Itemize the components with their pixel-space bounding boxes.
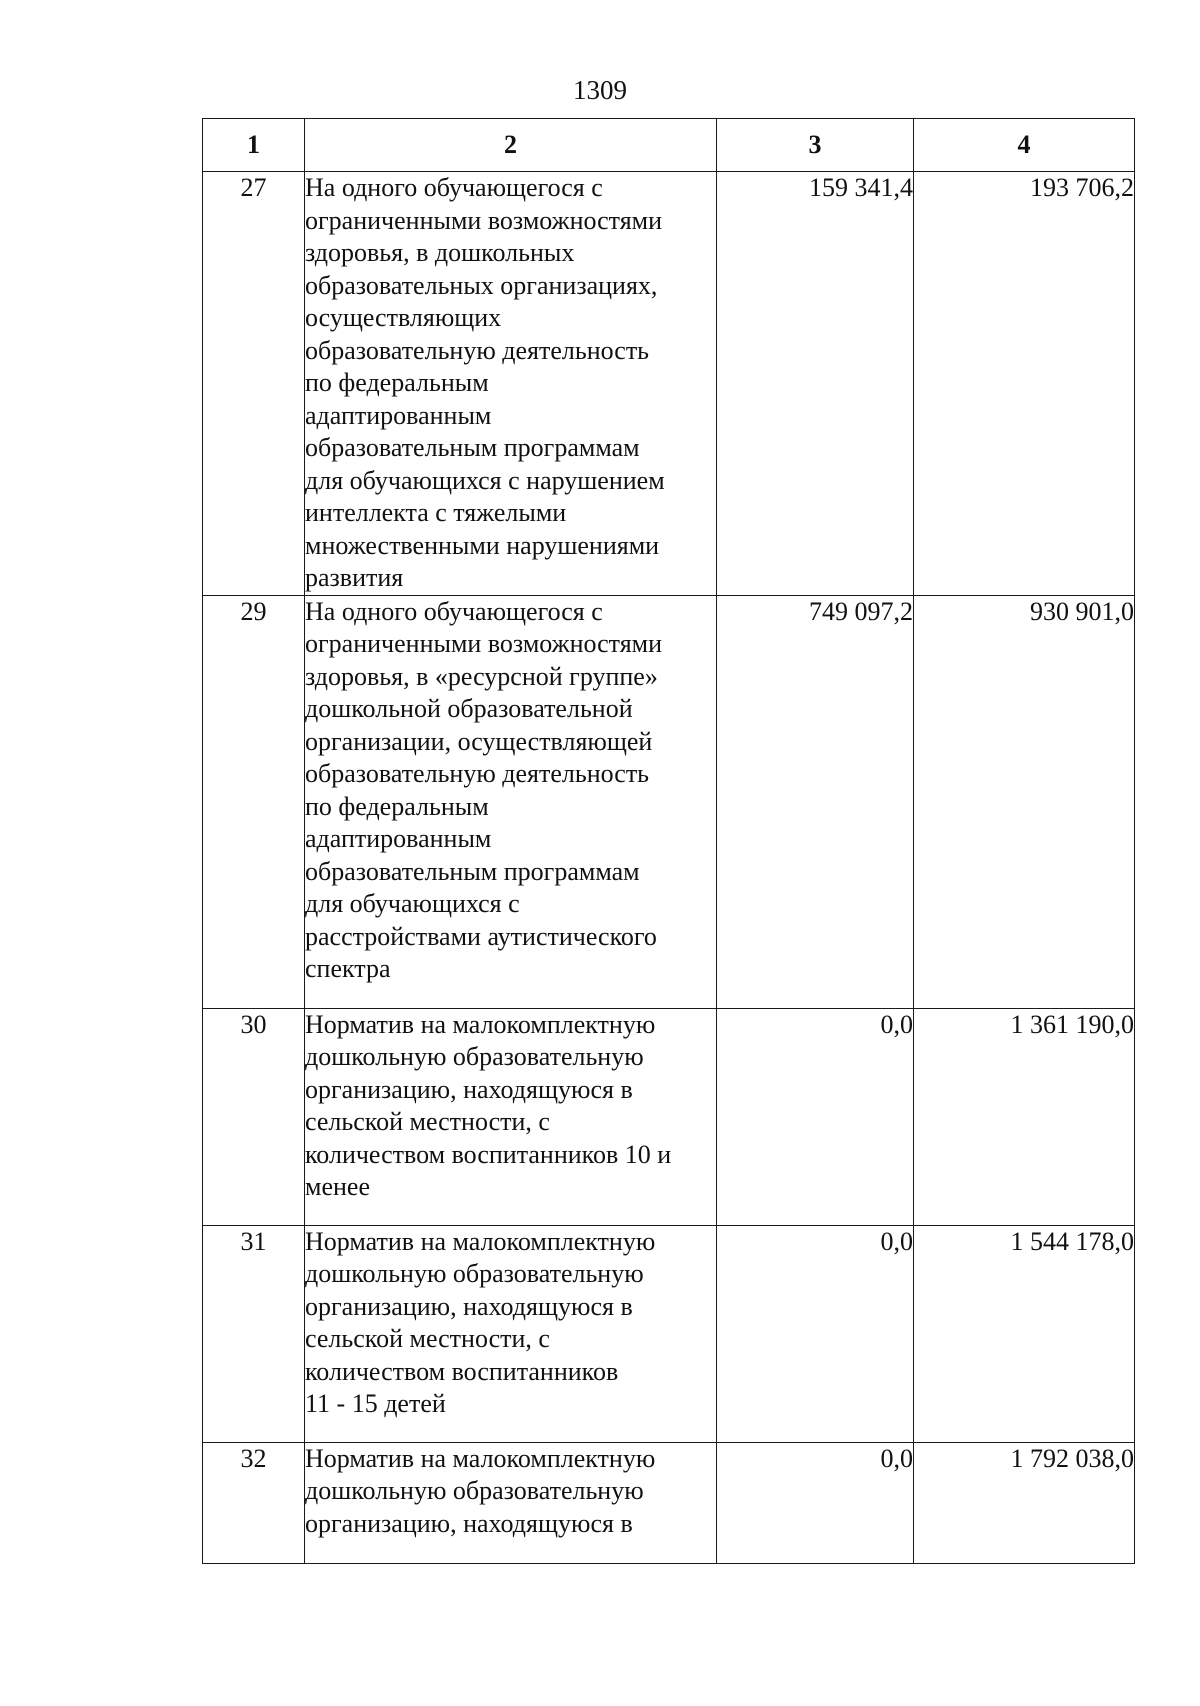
column-header-4: 4 <box>914 119 1135 172</box>
value-column-3: 0,0 <box>717 1225 914 1442</box>
description-line: интеллекта с тяжелыми <box>305 498 567 527</box>
value-column-3: 0,0 <box>717 1008 914 1225</box>
description-line: осуществляющих <box>305 303 502 332</box>
description-line: На одного обучающегося с <box>305 596 603 626</box>
description-line: образовательным программам <box>305 856 640 886</box>
description-line: организацию, находящуюся в <box>305 1508 633 1538</box>
row-number: 32 <box>203 1442 305 1563</box>
description-line: Норматив на малокомплектную <box>305 1443 656 1473</box>
value-column-4: 1 544 178,0 <box>914 1225 1135 1442</box>
description-line: сельской местности, с <box>305 1107 550 1136</box>
description-line: количеством воспитанников <box>305 1356 619 1386</box>
description-line: дошкольную образовательную <box>305 1259 644 1288</box>
description-line: адаптированным <box>305 400 492 430</box>
description-line: организации, осуществляющей <box>305 726 653 756</box>
description-line: организацию, находящуюся в <box>305 1291 633 1321</box>
row-description <box>305 1225 717 1442</box>
description-line: адаптированным <box>305 824 492 853</box>
description-line: здоровья, в «ресурсной группе» <box>305 661 658 691</box>
data-table <box>202 118 1135 1564</box>
row-number: 30 <box>203 1008 305 1225</box>
description-line: для обучающихся с нарушением <box>305 465 665 495</box>
description-line: организацию, находящуюся в <box>305 1074 633 1104</box>
description-line: На одного обучающегося с <box>305 173 603 202</box>
row-description <box>305 172 717 596</box>
value-column-4: 1 792 038,0 <box>914 1442 1135 1563</box>
table-row <box>203 1442 1135 1563</box>
page-number: 1309 <box>573 75 627 105</box>
description-line: 11 - 15 детей <box>305 1389 446 1418</box>
description-line: расстройствами аутистического <box>305 921 657 951</box>
description-line: по федеральным <box>305 791 489 821</box>
description-line: развития <box>305 563 404 592</box>
value-column-4: 193 706,2 <box>914 172 1135 596</box>
description-line: образовательных организациях, <box>305 270 658 300</box>
description-line: количеством воспитанников 10 и <box>305 1139 672 1169</box>
description-line: дошкольную образовательную <box>305 1042 644 1071</box>
row-number: 29 <box>203 595 305 1008</box>
description-line: сельской местности, с <box>305 1324 550 1353</box>
value-column-4: 930 901,0 <box>914 595 1135 1008</box>
value-column-3: 749 097,2 <box>717 595 914 1008</box>
value-column-4: 1 361 190,0 <box>914 1008 1135 1225</box>
description-line: спектра <box>305 954 391 983</box>
description-line: здоровья, в дошкольных <box>305 238 575 267</box>
column-header-1: 1 <box>203 119 305 172</box>
description-line: Норматив на малокомплектную <box>305 1009 656 1039</box>
description-line: Норматив на малокомплектную <box>305 1226 656 1256</box>
row-description <box>305 1008 717 1225</box>
description-line: ограниченными возможностями <box>305 629 663 658</box>
description-line: по федеральным <box>305 368 489 397</box>
description-line: образовательную деятельность <box>305 759 650 788</box>
table-row <box>203 595 1135 1008</box>
value-column-3: 159 341,4 <box>717 172 914 596</box>
description-line: ограниченными возможностями <box>305 205 663 235</box>
table-row <box>203 172 1135 596</box>
description-line: образовательную деятельность <box>305 335 650 365</box>
description-line: дошкольную образовательную <box>305 1476 644 1505</box>
description-line: менее <box>305 1172 370 1201</box>
row-number: 31 <box>203 1225 305 1442</box>
row-number: 27 <box>203 172 305 596</box>
description-line: множественными нарушениями <box>305 530 660 560</box>
column-header-2: 2 <box>305 119 717 172</box>
table-row <box>203 1225 1135 1442</box>
description-line: образовательным программам <box>305 433 640 462</box>
row-description <box>305 595 717 1008</box>
column-header-3: 3 <box>717 119 914 172</box>
description-line: дошкольной образовательной <box>305 694 633 723</box>
table-header-row <box>203 119 1135 172</box>
description-line: для обучающихся с <box>305 889 520 918</box>
value-column-3: 0,0 <box>717 1442 914 1563</box>
table-row <box>203 1008 1135 1225</box>
row-description <box>305 1442 717 1563</box>
